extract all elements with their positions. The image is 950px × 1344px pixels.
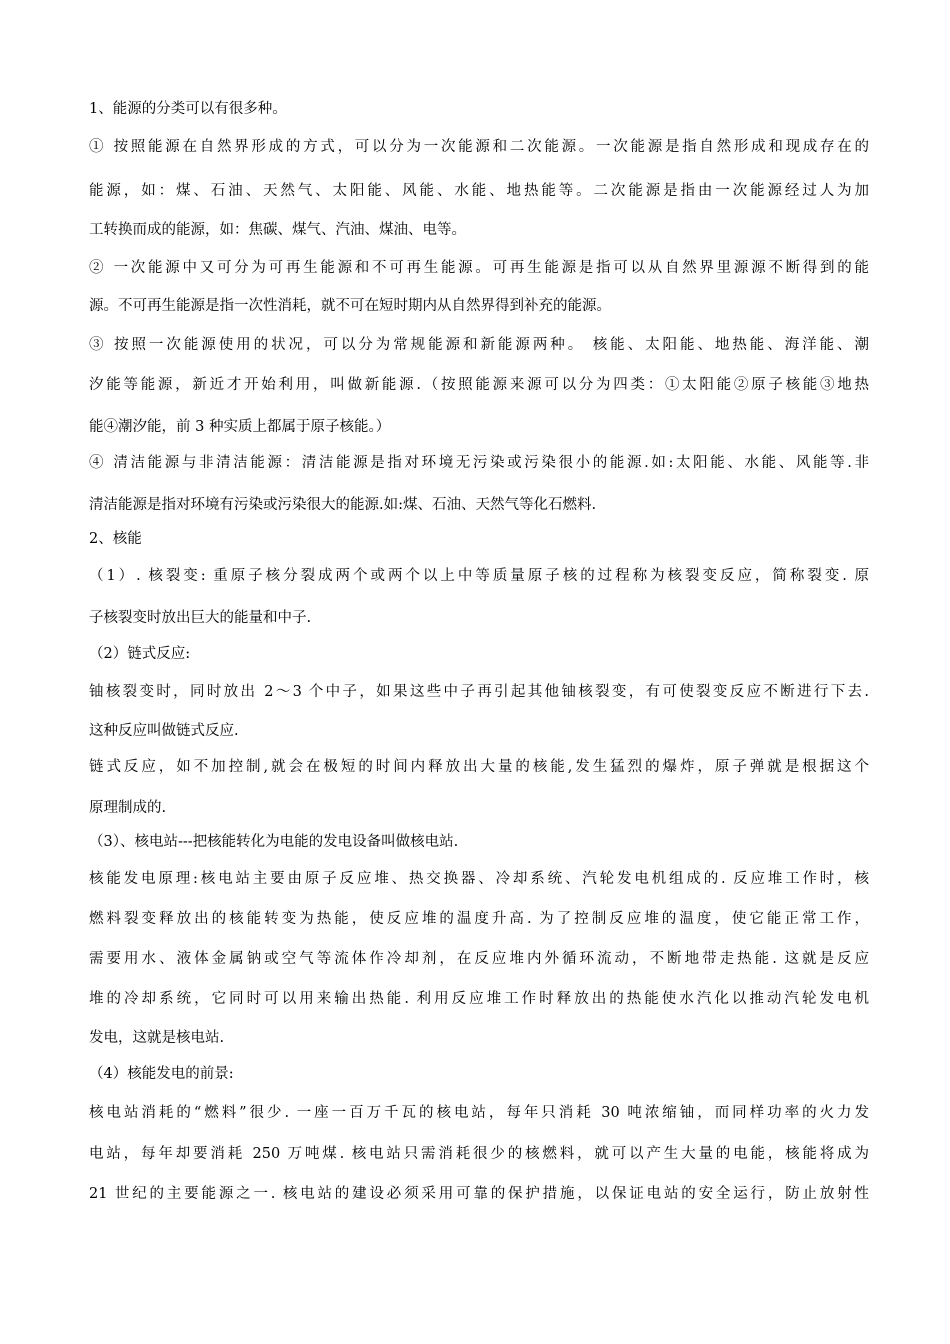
paragraph-line: 汐能等能源，新近才开始利用，叫做新能源.（按照能源来源可以分为四类：①太阳能②原子核能③地热 [89, 377, 869, 393]
paragraph-line: 需要用水、液体金属钠或空气等流体作冷却剂，在反应堆内外循环流动，不断地带走热能. 这就是反应 [89, 951, 869, 967]
paragraph-line: 核电站消耗的“燃料”很少. 一座一百万千瓦的核电站，每年只消耗 30 吨浓缩铀，而同样功率的火力发 [89, 1105, 869, 1121]
paragraph-line: 工转换而成的能源，如：焦碳、煤气、汽油、煤油、电等。 [89, 222, 466, 238]
paragraph-line: 这种反应叫做链式反应. [89, 723, 239, 739]
paragraph-line: 堆的冷却系统，它同时可以用来输出热能. 利用反应堆工作时释放出的热能使水汽化以推动汽轮发电机 [89, 991, 869, 1007]
paragraph-line: ④ 清洁能源与非清洁能源：清洁能源是指对环境无污染或污染很小的能源.如:太阳能、水能、风能等.非 [89, 455, 869, 471]
paragraph-line: 原理制成的. [89, 800, 167, 816]
paragraph-line: 21 世纪的主要能源之一. 核电站的建设必须采用可靠的保护措施，以保证电站的安全运行，防止放射性 [89, 1186, 869, 1202]
heading-energy-classification: 1、能源的分类可以有很多种。 [89, 101, 287, 117]
paragraph-line: ③ 按照一次能源使用的状况，可以分为常规能源和新能源两种。 核能、太阳能、地热能、海洋能、潮 [89, 337, 869, 353]
subheading-nuclear-power-station: （3）、核电站---把核能转化为电能的发电设备叫做核电站. [89, 834, 459, 850]
paragraph-line: （1）. 核裂变: 重原子核分裂成两个或两个以上中等质量原子核的过程称为核裂变反应，简称裂变. 原 [89, 568, 869, 584]
paragraph-line: 铀核裂变时，同时放出 2～3 个中子，如果这些中子再引起其他铀核裂变，有可使裂变反应不断进行下去. [89, 684, 869, 700]
paragraph-line: 燃料裂变释放出的核能转变为热能，使反应堆的温度升高. 为了控制反应堆的温度，使它能正常工作， [89, 911, 869, 927]
paragraph-line: 能源，如：煤、石油、天然气、太阳能、风能、水能、地热能等。二次能源是指由一次能源经过人为加 [89, 183, 869, 199]
paragraph-line: 链式反应，如不加控制,就会在极短的时间内释放出大量的核能,发生猛烈的爆炸，原子弹就是根据这个 [89, 759, 869, 775]
paragraph-line: 源。不可再生能源是指一次性消耗，就不可在短时期内从自然界得到补充的能源。 [89, 298, 611, 314]
paragraph-line: 清洁能源是指对环境有污染或污染很大的能源.如:煤、石油、天然气等化石燃料. [89, 497, 597, 513]
paragraph-line: 电站，每年却要消耗 250 万吨煤. 核电站只需消耗很少的核燃料，就可以产生大量的电能，核能将成为 [89, 1146, 869, 1162]
paragraph-line: ① 按照能源在自然界形成的方式，可以分为一次能源和二次能源。一次能源是指自然形成和现成存在的 [89, 139, 869, 155]
paragraph-line: 能④潮汐能，前 3 种实质上都属于原子核能。） [89, 419, 391, 435]
paragraph-line: ② 一次能源中又可分为可再生能源和不可再生能源。可再生能源是指可以从自然界里源源不断得到的能 [89, 260, 869, 276]
paragraph-line: 子核裂变时放出巨大的能量和中子. [89, 610, 312, 626]
paragraph-line: 核能发电原理:核电站主要由原子反应堆、热交换器、冷却系统、汽轮发电机组成的. 反应堆工作时，核 [89, 871, 869, 887]
paragraph-line: 发电，这就是核电站. [89, 1030, 225, 1046]
subheading-nuclear-power-prospects: （4）核能发电的前景: [89, 1066, 234, 1082]
subheading-chain-reaction: （2）链式反应: [89, 646, 191, 662]
heading-nuclear-energy: 2、核能 [89, 531, 142, 547]
